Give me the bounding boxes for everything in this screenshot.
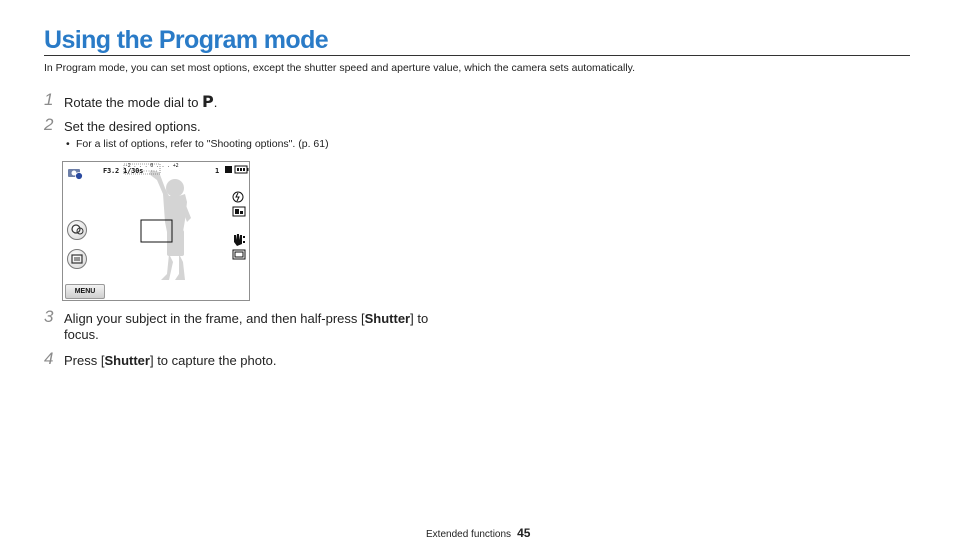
bullet-dot: • [66,138,70,150]
title-divider [44,55,910,56]
intro-paragraph: In Program mode, you can set most options, except the shutter speed and aperture value, which the camera sets automatically. [44,62,636,74]
step-4-text [64,353,276,369]
step-3-pre: Align your subject in the frame, and then half-press [ [64,311,365,326]
step-4-post: ] to capture the photo. [149,353,277,368]
bullet-text: For a list of options, refer to "Shooting options". (p. 61) [76,138,329,150]
step-2-text: Set the desired options. [64,119,201,134]
camera-mode-icon [68,169,83,180]
step-1-label: Rotate the mode dial to [64,95,199,110]
step-3-line2: focus. [64,327,99,342]
ois-icon [234,234,245,246]
photo-size-icon [233,207,245,216]
step-3-number: 3 [44,307,54,326]
exposure-readout: F3.2 1/30s [103,167,144,175]
footer-section: Extended functions [426,529,512,540]
memory-card-icon [225,166,232,173]
metering-icon [233,250,245,259]
shutter-key-label: Shutter [364,311,411,326]
shot-count: 1 [215,167,220,175]
page-footer [426,526,530,540]
page-number: 45 [517,526,531,540]
step-4-pre: Press [ [64,353,105,368]
shutter-key-label-2: Shutter [104,353,150,368]
ev-scale: -2 . . . 0 . . . +2 [125,163,179,169]
step-1-number: 1 [44,90,54,109]
step-3-post: ] to [410,311,429,326]
step-2-number: 2 [44,115,54,134]
camera-screen-illustration [62,161,250,301]
display-icon [67,249,87,269]
step-1-text [64,94,217,111]
menu-button: MENU [65,284,105,299]
program-mode-icon: P [202,92,214,111]
subject-silhouette [149,170,191,280]
flash-off-icon [233,192,243,202]
step-2-bullet [66,138,329,150]
screen-graphics [63,162,250,301]
page-title: Using the Program mode [44,26,329,54]
battery-icon [235,166,249,173]
step-3-text [64,311,428,343]
face-detect-icon [67,220,87,240]
step-4-number: 4 [44,349,54,368]
step-1-suffix: . [213,95,218,110]
